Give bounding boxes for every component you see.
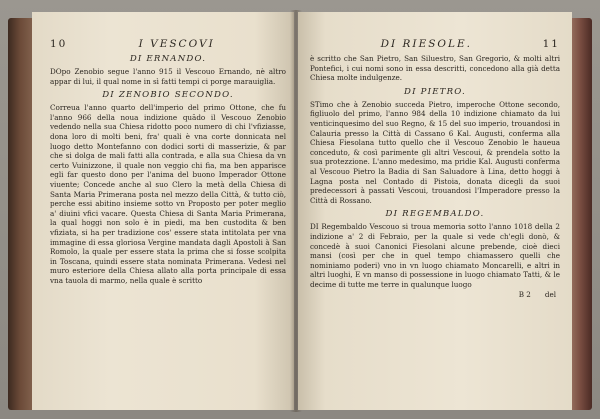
- right-page: [298, 12, 572, 410]
- section-title-pietro: DI PIETRO.: [404, 86, 466, 97]
- right-running-head: [310, 38, 560, 50]
- section-text-regembaldo: DI Regembaldo Vescouo si troua memoria sotto l'anno 1018 della 2 indizione a' 2 di Febraio, per la quale si vede ch'egli donò, & concedè à suoi Canonici Fiesolani alcune prebende, cioè dieci mansi (così per che in quel tempo chiamassero quelli che nominiamo poderi) vno in vn luogo chiamato Moncarelli, e altri in altri luoghi, E vn manso di possessione in luogo chiamato Tatti, & le decime di tutte me terre in qualunque luogo: [310, 222, 560, 289]
- signature-mark: B 2: [518, 290, 531, 300]
- section-title-ernando: DI ERNANDO.: [129, 54, 207, 64]
- catchword: del: [544, 290, 556, 300]
- section-title-zenobio-secondo: DI ZENOBIO SECONDO.: [102, 90, 234, 101]
- right-page-number: 11: [542, 38, 560, 50]
- signature-line: [310, 290, 560, 299]
- section-text-ernando: DOpo Zenobio segue l'anno 915 il Vescouo Ernando, nè altro appar di lui, il qual nome in sì fatti tempi ci porge marauiglia.: [50, 67, 286, 86]
- left-running-title: I VESCOVI: [138, 38, 215, 50]
- right-intro-text: è scritto che San Pietro, San Siluestro, San Gregorio, & molti altri Pontefici, i cui nomi sono in essa descritti, concedono alla già detta Chiesa molte indulgenze.: [310, 54, 560, 83]
- section-title-regembaldo: DI REGEMBALDO.: [385, 209, 485, 220]
- left-running-head: [50, 38, 286, 50]
- left-page: [32, 12, 294, 410]
- right-running-title: DI RIESOLE.: [380, 38, 473, 50]
- left-page-number: 10: [50, 38, 68, 50]
- section-text-zenobio-secondo: Correua l'anno quarto dell'imperio del primo Ottone, che fu l'anno 966 della noua indizione quādo il Vescouo Zenobio vedendo nella sua Chiesa ridotto poco numero di chi l'vfiziasse, dona loro di molti beni, fra' quali è vna corte donnicata nel luogo detto Montefanno con dodici sorti di masserizie, & par che si dolga de mali fatti alla contrada, e alla sua Chiesa da vn certo Vuinizzone, il quale non veggio chi fia, ma ben apparisce egli far questo dono per l'anima del buono Imperador Ottone viuente; Concede anche al suo Clero la metà della Chiesa di Santa Maria Primerana posta nel mezzo della Città, & tutto ciò, perche essi abitino insieme sotto vn Proposto per poter meglio a' diuini vfici vacare. Questa Chiesa di Santa Maria Primerana, la qual hoggi non solo è in piedi, ma ben custodita & ben vfiziata, si ha per tradizione cos' essere stata intitolata per vna immagine di essa gloriosa Vergine mandata dagli Apostoli à San Romolo, la quale per essere stata la prima che si fosse scolpita in Toscana, quindi essere stata nominata Primerana. Vedesi nel muro esteriore della Chiesa allato alla porta principale di essa vna tauola di marmo, nella quale è scritto: [50, 103, 286, 285]
- section-text-pietro: STimo che à Zenobio succeda Pietro, imperoche Ottone secondo, figliuolo del primo, l'anno 984 della 10 indizione chiamato da lui venticinquesimo del suo Regno, & 15 del suo imperio, trouandosi in Calauria presso la Città di Cassano 6 Kal. Augusti, conferma alla Chiesa Fiesolana tutto quello che il Vescouo Zenobio le haueua conceduto, & così parimente gli altri Vescoui, & prendela sotto la sua protezzione. L'anno medesimo, ma pridie Kal. Augusti conferma al Vescouo Pietro la Badia di San Saluadore à Lina, detto hoggi à Lagna posta nel Contado di Pistoia, donata dicegli da suoi predecessori à passati Vescoui, trouandosi l'Imperadore presso la Città di Rossano.: [310, 99, 560, 205]
